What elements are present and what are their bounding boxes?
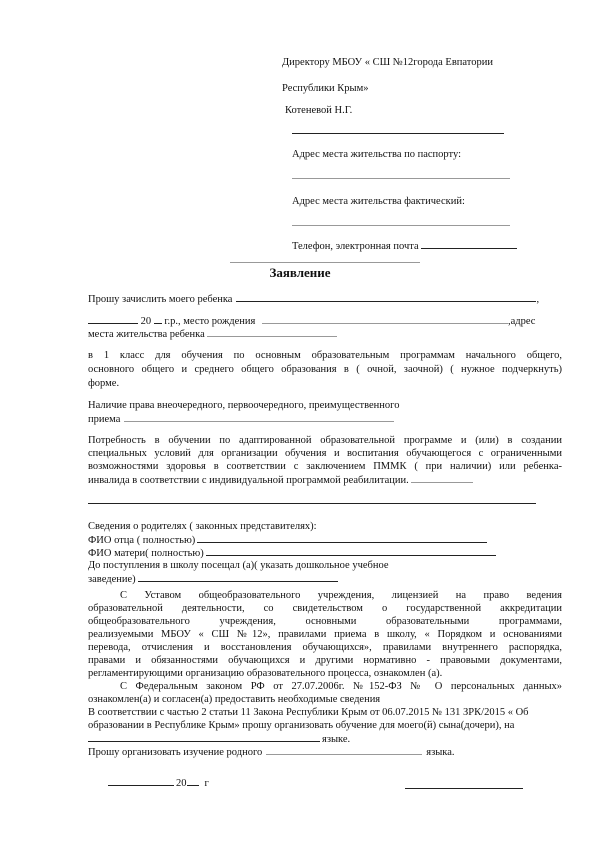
child-name-field[interactable] [236,292,536,302]
header-divider [230,262,420,263]
mother-line: ФИО матери( полностью) [88,546,496,560]
rights-field[interactable] [124,412,394,422]
phone-email-underline[interactable] [421,239,517,249]
need-line-1: Потребность в обучении по адаптированной образовательной программе и (или) в создании [88,435,562,446]
mother-name-field[interactable] [206,546,496,556]
passport-address-label: Адрес места жительства по паспорту: [292,149,462,160]
charter-line-1: С Уставом общеобразовательного учреждения, лицензией на право ведения [120,590,562,601]
charter-line-4: реализуемыми МБОУ « СШ №12», правилами приема в школу, « Порядком и основаниями [88,629,562,640]
law-line-2: ознакомлен(а) и согласен(а) предоставить необходимые сведения [88,694,381,705]
class-line-3: форме. [88,378,120,389]
preschool-line-2: заведение) [88,572,338,586]
phone-email-label: Телефон, электронная почта [292,239,517,253]
preschool-field[interactable] [138,572,338,582]
law-line-4: образовании в Республике Крым» прошу организовать обучение для моего(й) сына(дочери), на [88,720,515,731]
request-line-2: 20 г.р., место рождения ,адрес [88,314,535,328]
addressee-line-2: Республики Крым» [282,83,369,94]
footer-date: 20 г [108,776,209,790]
need-line-2: специальных условий для организации обучения и воспитания обучающегося с ограниченными [88,448,562,459]
need-line-4: инвалида в соответствии с индивидуальной программой реабилитации. [88,473,473,487]
preschool-line-1: До поступления в школу посещал (а)( указать дошкольное учебное [88,560,389,571]
law-line-5: языке. [88,732,350,746]
need-field[interactable] [411,473,473,483]
signature-line[interactable] [405,788,523,789]
charter-line-7: регламентирующими организацию образовательного процесса, ознакомлен (а). [88,668,443,679]
law-line-3: В соответствии с частью 2 статьи 11 Закона Республики Крым от 06.07.2015 № 131 ЗРК/2015 « Об [88,707,529,718]
charter-line-6: правами и обязанностями обучающихся и другими нормативно - правовыми документами, [88,655,562,666]
passport-address-underline[interactable] [292,178,510,179]
date-field[interactable] [108,776,174,786]
addressee-name: Котеневой Н.Г. [285,105,353,116]
father-line: ФИО отца ( полностью) [88,533,487,547]
need-extra-line[interactable] [88,503,536,504]
native-language-field[interactable] [266,745,422,755]
year-field[interactable] [187,776,199,786]
child-address-field[interactable] [207,327,337,337]
birth-year-field[interactable] [154,314,162,324]
request-line-1: Прошу зачислить моего ребенка , [88,294,540,305]
father-name-field[interactable] [197,533,487,543]
native-language-line: Прошу организовать изучение родного языка. [88,747,455,758]
charter-line-2: образовательной деятельности, со свидетельством о государственной аккредитации [88,603,562,614]
language-field[interactable] [88,732,320,742]
rights-line-1: Наличие права внеочередного, первоочередного, преимущественного [88,400,400,411]
birth-date-field[interactable] [88,314,138,324]
actual-address-underline[interactable] [292,225,510,226]
law-line-1: С Федеральным законом РФ от 27.07.2006г. №152-ФЗ № О персональных данных» [120,681,562,692]
charter-line-3: общеобразовательного учреждения, основными образовательными программами, [88,616,562,627]
class-line-1: в 1 класс для обучения по основным образовательным программам начального общего, [88,350,562,361]
actual-address-label: Адрес места жительства фактический: [292,196,465,207]
parents-heading: Сведения о родителях ( законных представителях): [88,521,317,532]
name-underline[interactable] [292,133,504,134]
need-line-3: возможностями здоровья в соответствии с заключением ПММК ( при наличии) или ребенка- [88,461,562,472]
addressee-line-1: Директору МБОУ « СШ №12города Евпатории [282,57,493,68]
charter-line-5: перевода, отчисления и восстановления обучающихся», правилами внутреннего распорядка, [88,642,562,653]
request-line-3: места жительства ребенка [88,327,337,341]
birth-place-field[interactable] [262,314,508,324]
class-line-2: основного общего и среднего общего образования в ( очной, заочной) ( нужное подчеркнуть) [88,364,562,375]
document-title: Заявление [269,265,331,280]
rights-line-2: приема [88,412,394,426]
